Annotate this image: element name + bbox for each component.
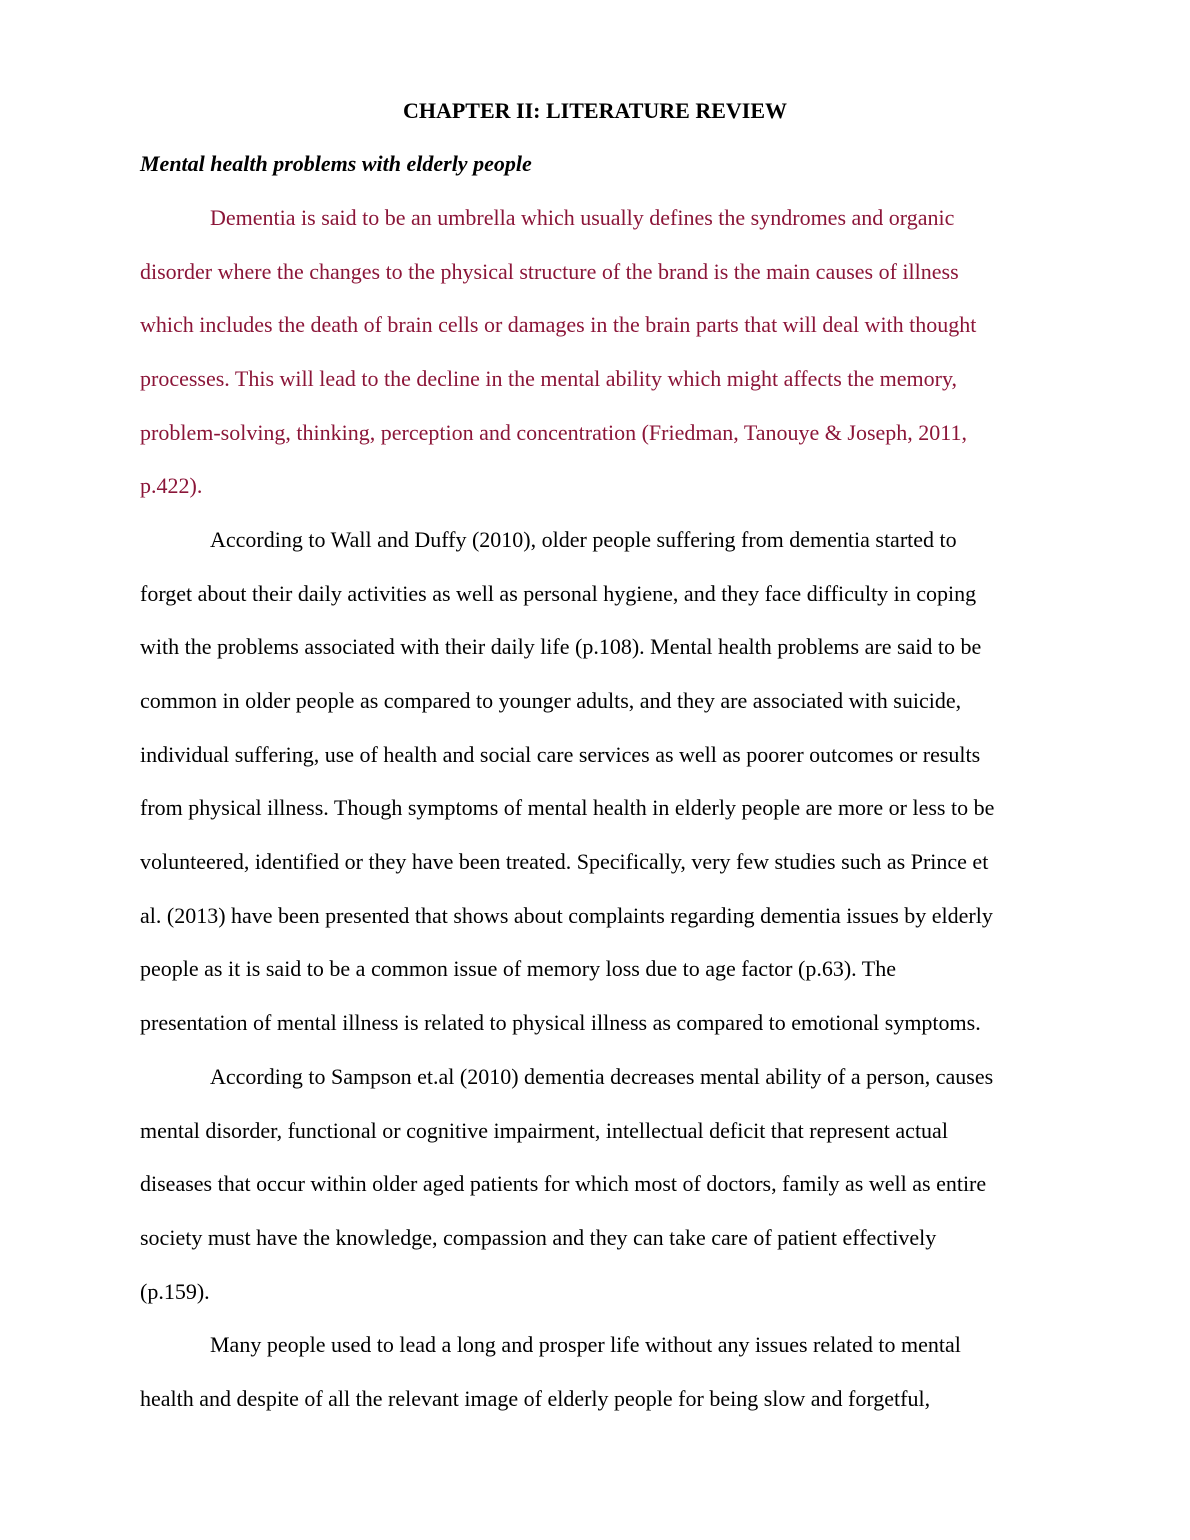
text-line: problem-solving, thinking, perception and concentration (Friedman, Tanouye & Joseph, 2011, xyxy=(140,420,967,445)
text-line: volunteered, identified or they have been treated. Specifically, very few studies such as Prince et xyxy=(140,849,989,874)
text-line: common in older people as compared to younger adults, and they are associated with suicide, xyxy=(140,688,962,713)
text-line: According to Sampson et.al (2010) dementia decreases mental ability of a person, causes xyxy=(210,1064,994,1089)
text-line: al. (2013) have been presented that shows about complaints regarding dementia issues by elderly xyxy=(140,903,993,928)
text-line: processes. This will lead to the decline in the mental ability which might affects the memory, xyxy=(140,366,958,391)
text-line: health and despite of all the relevant image of elderly people for being slow and forgetful, xyxy=(140,1386,931,1411)
text-line: disorder where the changes to the physical structure of the brand is the main causes of illness xyxy=(140,259,959,284)
text-line: Dementia is said to be an umbrella which usually defines the syndromes and organic xyxy=(210,205,955,230)
text-line: with the problems associated with their daily life (p.108). Mental health problems are said to be xyxy=(140,634,982,659)
text-line: which includes the death of brain cells or damages in the brain parts that will deal with thought xyxy=(140,312,977,337)
text-line: (p.159). xyxy=(140,1279,210,1304)
text-line: mental disorder, functional or cognitive impairment, intellectual deficit that represent actual xyxy=(140,1118,948,1143)
text-line: presentation of mental illness is related to physical illness as compared to emotional symptoms. xyxy=(140,1010,981,1035)
text-line: individual suffering, use of health and social care services as well as poorer outcomes or results xyxy=(140,742,981,767)
text-line: society must have the knowledge, compassion and they can take care of patient effectively xyxy=(140,1225,937,1250)
text-line: from physical illness. Though symptoms of mental health in elderly people are more or less to be xyxy=(140,795,995,820)
text-line: forget about their daily activities as well as personal hygiene, and they face difficulty in coping xyxy=(140,581,977,606)
text-line: p.422). xyxy=(140,473,203,498)
page-title: CHAPTER II: LITERATURE REVIEW xyxy=(402,98,788,123)
text-line: diseases that occur within older aged patients for which most of doctors, family as well as entire xyxy=(140,1171,987,1196)
text-line: Many people used to lead a long and prosper life without any issues related to mental xyxy=(210,1332,961,1357)
text-line: According to Wall and Duffy (2010), older people suffering from dementia started to xyxy=(210,527,957,552)
text-line: people as it is said to be a common issue of memory loss due to age factor (p.63). The xyxy=(140,956,896,981)
section-heading: Mental health problems with elderly people xyxy=(140,151,532,176)
